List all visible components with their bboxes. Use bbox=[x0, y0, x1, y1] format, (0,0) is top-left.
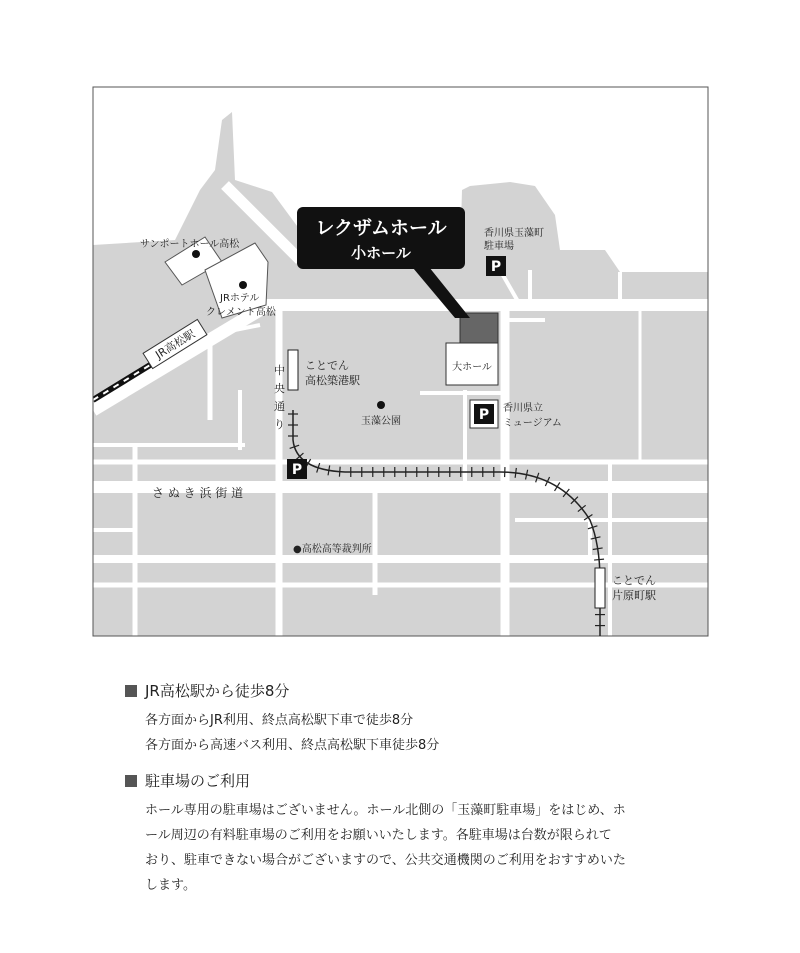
parking-icon-museum bbox=[470, 400, 498, 428]
callout-title: レクザムホール bbox=[315, 217, 447, 239]
access-line: 各方面からJR利用、終点高松駅下車で徒歩8分 bbox=[145, 713, 414, 728]
kotoden-katahara-station bbox=[595, 568, 605, 608]
kotoden-katahara-label-1: ことでん bbox=[612, 574, 656, 587]
chuo-label-2: 央 bbox=[274, 382, 285, 395]
sunport-label: サンポートホール高松 bbox=[140, 239, 240, 250]
court-label: ●高松高等裁判所 bbox=[293, 544, 372, 555]
parking-line: ホール専用の駐車場はございません。ホール北側の「玉藻町駐車場」をはじめ、ホ bbox=[145, 803, 626, 818]
parking-icon-chuo bbox=[287, 459, 307, 479]
parking-icon-tamamo bbox=[486, 256, 506, 276]
svg-text:P: P bbox=[291, 462, 303, 478]
access-line: 各方面から高速バス利用、終点高松駅下車徒歩8分 bbox=[145, 738, 440, 753]
svg-text:P: P bbox=[490, 259, 502, 275]
square-bullet-icon bbox=[125, 775, 137, 787]
railway-tie bbox=[339, 467, 340, 477]
access-section bbox=[125, 680, 695, 758]
tamamo-parking-label-2: 駐車場 bbox=[484, 241, 514, 252]
kotoden-chikko-label-1: ことでん bbox=[305, 359, 349, 372]
large-hall-label: 大ホール bbox=[452, 362, 492, 373]
jr-hotel-label-2: クレメント高松 bbox=[206, 307, 276, 318]
chuo-label-3: 通 bbox=[274, 400, 285, 413]
access-info bbox=[125, 680, 695, 910]
chuo-label-4: り bbox=[274, 418, 285, 431]
parking-line: ール周辺の有料駐車場のご利用をお願いいたします。各駐車場は台数が限られて bbox=[145, 828, 612, 843]
square-bullet-icon bbox=[125, 685, 137, 697]
svg-text:JR高松駅: JR高松駅 bbox=[153, 327, 198, 362]
svg-text:P: P bbox=[478, 407, 490, 423]
parking-line: します。 bbox=[145, 878, 196, 893]
tamamo-park-marker bbox=[377, 401, 385, 409]
kotoden-chikko-label-2: 高松築港駅 bbox=[305, 374, 360, 387]
callout-subtitle: 小ホール bbox=[351, 244, 411, 262]
tamamo-park-label: 玉藻公園 bbox=[361, 416, 401, 427]
sanuki-hama-kaido-label: さ ぬ き 浜 街 道 bbox=[152, 486, 244, 500]
parking-section bbox=[125, 770, 695, 898]
tamamo-parking-label-1: 香川県玉藻町 bbox=[484, 228, 544, 239]
museum-label-2: ミュージアム bbox=[503, 418, 562, 429]
museum-label-1: 香川県立 bbox=[503, 403, 543, 414]
kotoden-katahara-label-2: 片原町駅 bbox=[612, 589, 656, 602]
parking-line: おり、駐車できない場合がございますので、公共交通機関のご利用をおすすめいた bbox=[145, 853, 626, 868]
kotoden-chikko-station bbox=[288, 350, 298, 390]
parking-title: 駐車場のご利用 bbox=[125, 770, 695, 791]
sunport-marker bbox=[192, 250, 200, 258]
jr-hotel-label-1: JRホテル bbox=[220, 293, 260, 304]
chuo-label-1: 中 bbox=[274, 364, 285, 377]
jr-hotel-marker bbox=[239, 281, 247, 289]
access-title: JR高松駅から徒歩8分 bbox=[125, 680, 695, 701]
